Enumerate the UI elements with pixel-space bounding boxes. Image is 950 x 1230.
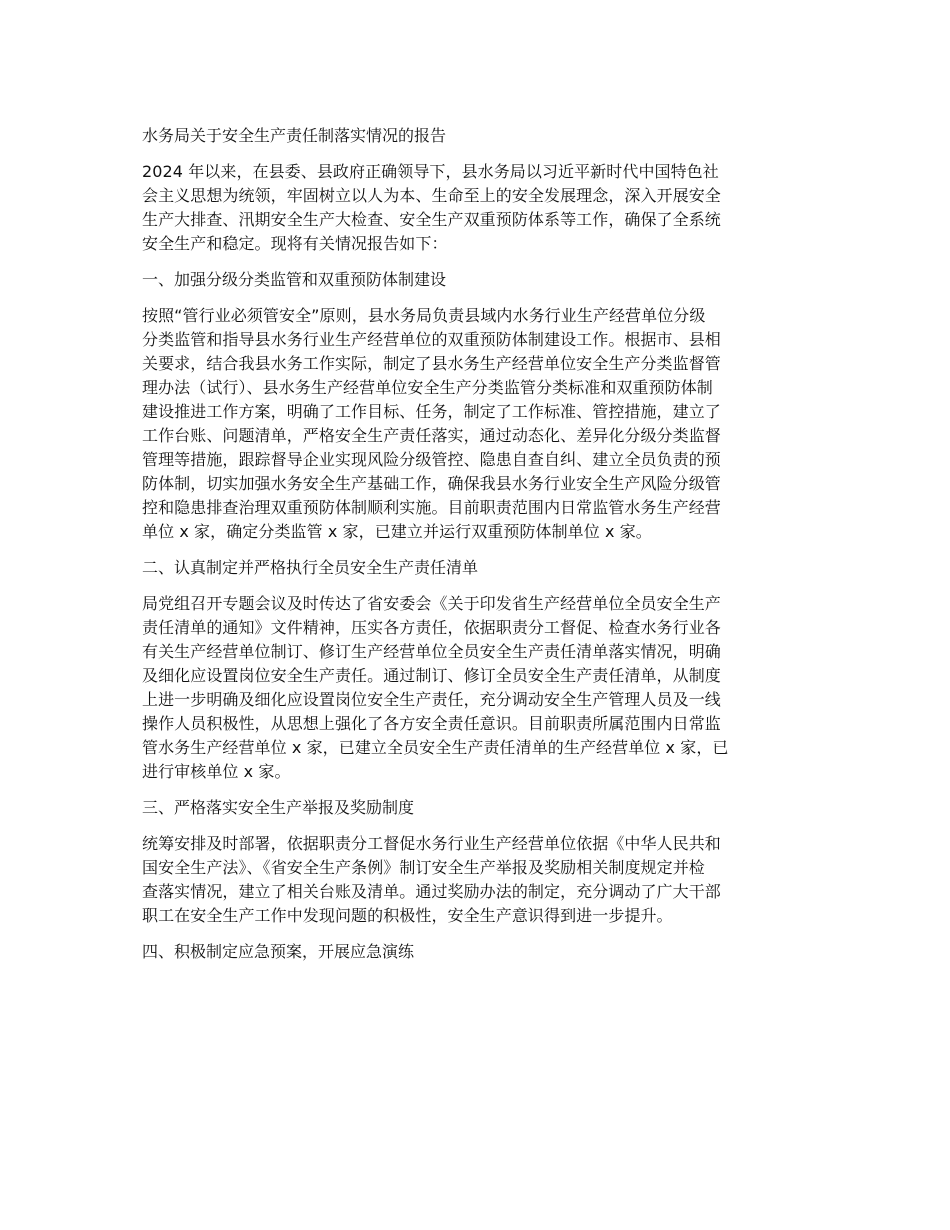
spacer — [142, 928, 812, 940]
paragraph-line: 建设推进工作方案，明确了工作目标、任务，制定了工作标准、管控措施，建立了 — [142, 402, 721, 421]
paragraph-line: 单位 x 家，确定分类监管 x 家，已建立并运行双重预防体制单位 x 家。 — [142, 522, 652, 541]
section-heading-1: 一、加强分级分类监管和双重预防体制建设 — [142, 270, 447, 289]
paragraph-line: 国安全生产法》、《省安全生产条例》制订安全生产举报及奖励相关制度规定并检 — [142, 858, 705, 877]
document-title: 水务局关于安全生产责任制落实情况的报告 — [142, 126, 447, 145]
paragraph-line: 生产大排查、汛期安全生产大检查、安全生产双重预防体系等工作，确保了全系统 — [142, 210, 721, 229]
section-heading-4: 四、积极制定应急预案，开展应急演练 — [142, 942, 415, 961]
section-heading-3: 三、严格落实安全生产举报及奖励制度 — [142, 798, 415, 817]
paragraph-line: 按照“管行业必须管安全”原则，县水务局负责县域内水务行业生产经营单位分级 — [142, 306, 706, 325]
intro-paragraph — [142, 160, 812, 256]
spacer — [142, 820, 812, 832]
paragraph-line: 管水务生产经营单位 x 家，已建立全员安全生产责任清单的生产经营单位 x 家，已 — [142, 738, 729, 757]
paragraph-line: 控和隐患排查治理双重预防体制顺利实施。目前职责范围内日常监管水务生产经营 — [142, 498, 721, 517]
spacer — [142, 784, 812, 796]
paragraph-line: 工作台账、问题清单，严格安全生产责任落实，通过动态化、差异化分级分类监督 — [142, 426, 721, 445]
paragraph-line: 关要求，结合我县水务工作实际，制定了县水务生产经营单位安全生产分类监督管 — [142, 354, 721, 373]
paragraph-line: 及细化应设置岗位安全生产责任。通过制订、修订全员安全生产责任清单，从制度 — [142, 666, 721, 685]
paragraph-line: 操作人员积极性，从思想上强化了各方安全责任意识。目前职责所属范围内日常监 — [142, 714, 721, 733]
paragraph-line: 分类监管和指导县水务行业生产经营单位的双重预防体制建设工作。根据市、县相 — [142, 330, 721, 349]
paragraph-line: 有关生产经营单位制订、修订生产经营单位全员安全生产责任清单落实情况，明确 — [142, 642, 721, 661]
section-heading-2: 二、认真制定并严格执行全员安全生产责任清单 — [142, 558, 479, 577]
paragraph-line: 统筹安排及时部署，依据职责分工督促水务行业生产经营单位依据《中华人民共和 — [142, 834, 721, 853]
spacer — [142, 292, 812, 304]
paragraph-line: 2024 年以来，在县委、县政府正确领导下，县水务局以习近平新时代中国特色社 — [142, 162, 719, 181]
paragraph-line: 防体制，切实加强水务安全生产基础工作，确保我县水务行业安全生产风险分级管 — [142, 474, 721, 493]
paragraph-line: 查落实情况，建立了相关台账及清单。通过奖励办法的制定，充分调动了广大干部 — [142, 882, 721, 901]
spacer — [142, 544, 812, 556]
paragraph-line: 理办法（试行）、县水务生产经营单位安全生产分类监管分类标准和双重预防体制 — [142, 378, 713, 397]
paragraph-line: 会主义思想为统领，牢固树立以人为本、生命至上的安全发展理念，深入开展安全 — [142, 186, 721, 205]
spacer — [142, 580, 812, 592]
paragraph-line: 职工在安全生产工作中发现问题的积极性，安全生产意识得到进一步提升。 — [142, 906, 673, 925]
paragraph-line: 上进一步明确及细化应设置岗位安全生产责任，充分调动安全生产管理人员及一线 — [142, 690, 721, 709]
paragraph-line: 局党组召开专题会议及时传达了省安委会《关于印发省生产经营单位全员安全生产 — [142, 594, 721, 613]
section-paragraph-1 — [142, 304, 812, 544]
document-page — [142, 124, 812, 964]
spacer — [142, 148, 812, 160]
paragraph-line: 安全生产和稳定。现将有关情况报告如下： — [142, 234, 448, 253]
paragraph-line: 责任清单的通知》文件精神，压实各方责任，依据职责分工督促、检查水务行业各 — [142, 618, 721, 637]
section-paragraph-2 — [142, 592, 812, 784]
paragraph-line: 管理等措施，跟踪督导企业实现风险分级管控、隐患自查自纠、建立全员负责的预 — [142, 450, 721, 469]
spacer — [142, 256, 812, 268]
section-paragraph-3 — [142, 832, 812, 928]
paragraph-line: 进行审核单位 x 家。 — [142, 762, 291, 781]
